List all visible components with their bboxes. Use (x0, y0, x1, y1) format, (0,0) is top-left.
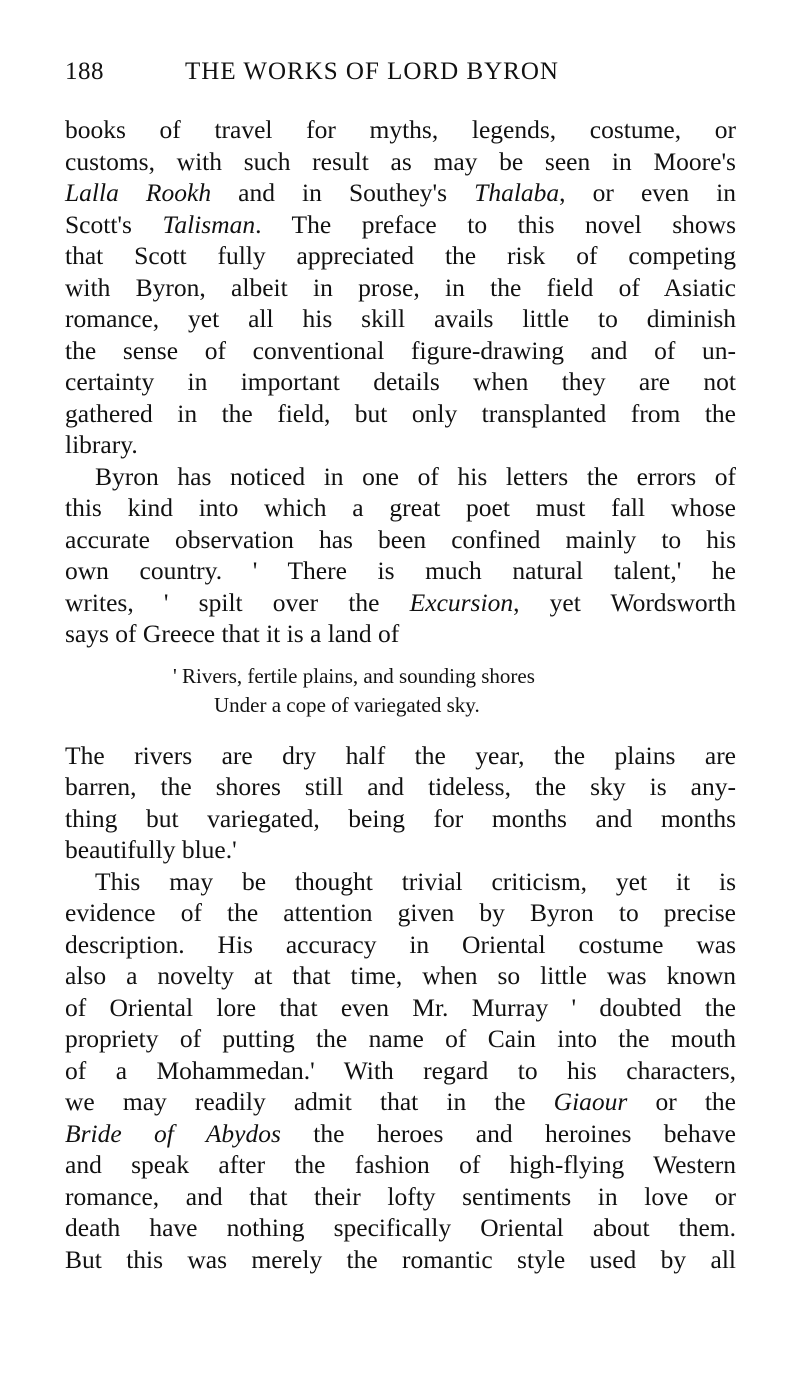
text-line: says of Greece that it is a land of (65, 619, 400, 648)
text-line: accurate observation has been confined mainly to his (65, 524, 736, 554)
italic-title: Lalla Rookh (65, 178, 212, 207)
text-line: with Byron, albeit in prose, in the field of Asiatic (65, 272, 736, 302)
paragraph-1 (65, 114, 736, 461)
quote-line: ' Rivers, fertile plains, and sounding shores (173, 663, 535, 688)
text-line: Byron has noticed in one of his letters the errors of (95, 461, 736, 491)
text-line: death have nothing specifically Oriental about them. (65, 1213, 736, 1242)
text-line: certainty in important details when they are not (65, 367, 736, 396)
text-line: But this was merely the romantic style used by all (65, 1244, 736, 1274)
text-line: romance, and that their lofty sentiments in love or (65, 1181, 736, 1211)
text-line: Scott's Talisman. The preface to this novel shows (65, 209, 736, 239)
text-line: description. His accuracy in Oriental costume was (65, 929, 736, 959)
running-title: THE WORKS OF LORD BYRON (185, 58, 559, 85)
text-line: propriety of putting the name of Cain into the mouth (65, 1024, 736, 1053)
text-line: the sense of conventional figure-drawing and of un- (65, 335, 736, 365)
text-line: beautifully blue.' (65, 835, 237, 864)
paragraph-3 (65, 740, 736, 866)
text-line: this kind into which a great poet must fall whose (65, 493, 736, 522)
quote-line: Under a cope of variegated sky. (214, 692, 480, 717)
text-line: of a Mohammedan.' With regard to his characters, (65, 1055, 736, 1085)
italic-title: Giaour (553, 1087, 628, 1116)
text-line: Bride of Abydos the heroes and heroines behave (65, 1118, 736, 1148)
verse-quotation (65, 662, 736, 720)
italic-title: Thalaba (474, 178, 560, 207)
text-line: and speak after the fashion of high-flying Western (65, 1150, 736, 1179)
book-page (65, 58, 736, 1275)
running-header (65, 58, 736, 98)
text-line: books of travel for myths, legends, costume, or (65, 115, 736, 144)
text-line: The rivers are dry half the year, the plains are (65, 740, 736, 770)
text-line: evidence of the attention given by Byron to precise (65, 898, 736, 927)
text-line: that Scott fully appreciated the risk of competing (65, 241, 736, 270)
italic-title: Bride of Abydos (65, 1118, 281, 1148)
paragraph-2 (65, 461, 736, 650)
text-line: writes, ' spilt over the Excursion, yet Wordsworth (65, 587, 736, 617)
text-line: also a novelty at that time, when so little was known (65, 961, 736, 990)
text-line: thing but variegated, being for months and months (65, 803, 736, 833)
text-line: we may readily admit that in the Giaour or the (65, 1087, 736, 1116)
italic-title: Talisman (162, 209, 256, 239)
text-line: gathered in the field, but only transplanted from the (65, 398, 736, 428)
text-line: This may be thought trivial criticism, yet it is (95, 866, 736, 896)
page-number: 188 (65, 58, 104, 85)
text-line: Lalla Rookh and in Southey's Thalaba, or even in (65, 178, 736, 207)
text-line: romance, yet all his skill avails little to diminish (65, 304, 736, 333)
text-line: barren, the shores still and tideless, the sky is any- (65, 772, 736, 801)
text-line: library. (65, 430, 138, 459)
paragraph-4 (65, 866, 736, 1276)
text-line: own country. ' There is much natural talent,' he (65, 556, 736, 585)
italic-title: Excursion (409, 587, 514, 617)
text-line: of Oriental lore that even Mr. Murray ' doubted the (65, 992, 736, 1022)
text-line: customs, with such result as may be seen in Moore's (65, 146, 736, 176)
